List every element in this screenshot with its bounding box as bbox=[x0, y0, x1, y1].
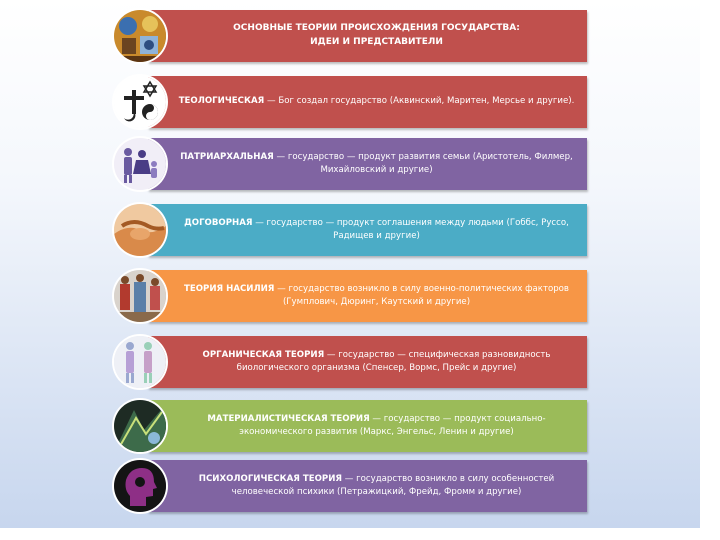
theory-row-patriarchal bbox=[112, 138, 587, 190]
header-title: ОСНОВНЫЕ ТЕОРИИ ПРОИСХОЖДЕНИЯ ГОСУДАРСТВА: bbox=[233, 23, 520, 34]
theory-name: ДОГОВОРНАЯ bbox=[184, 217, 253, 228]
theory-description: — государство — продукт социально-экономического развития (Маркс, Энгельс, Ленин и другие) bbox=[239, 413, 546, 437]
head-silhouette-icon bbox=[114, 460, 166, 512]
theory-row-violence bbox=[112, 270, 587, 322]
theory-row-contract bbox=[112, 204, 587, 256]
header-bar bbox=[148, 10, 587, 62]
header-row bbox=[112, 10, 587, 62]
theory-row-materialist bbox=[112, 400, 587, 452]
religious-symbols-icon bbox=[114, 76, 166, 128]
theory-bar-theological bbox=[148, 76, 587, 128]
theory-description: — государство — продукт соглашения между людьми (Гоббс, Руссо, Радищев и другие) bbox=[252, 217, 569, 241]
warriors-icon bbox=[114, 270, 166, 322]
theory-name: ПАТРИАРХАЛЬНАЯ bbox=[180, 151, 274, 162]
human-body-icon bbox=[114, 336, 166, 388]
theory-row-psychological bbox=[112, 460, 587, 512]
theory-description: — государство возникло в силу военно-политических факторов (Гумплович, Дюринг, Каутский и другие) bbox=[274, 283, 569, 307]
handshake-icon bbox=[114, 204, 166, 256]
theory-name: ОРГАНИЧЕСКАЯ ТЕОРИЯ bbox=[202, 349, 325, 360]
theory-row-organic bbox=[112, 336, 587, 388]
theory-bar-contract bbox=[148, 204, 587, 256]
family-icon bbox=[114, 138, 166, 190]
theory-bar-psychological bbox=[148, 460, 587, 512]
theory-description: — государство — специфическая разновидность биологического организма (Спенсер, Вормс, Прейс и другие) bbox=[236, 349, 551, 373]
economy-icon bbox=[114, 400, 166, 452]
header-subtitle: ИДЕИ И ПРЕДСТАВИТЕЛИ bbox=[310, 37, 443, 47]
theory-description: — Бог создал государство (Аквинский, Маритен, Мерсье и другие). bbox=[264, 96, 575, 107]
theory-bar-patriarchal bbox=[148, 138, 587, 190]
world-collage-icon bbox=[114, 10, 166, 62]
theory-name: ТЕОЛОГИЧЕСКАЯ bbox=[178, 96, 265, 107]
theory-bar-organic bbox=[148, 336, 587, 388]
theory-description: — государство — продукт развития семьи (Аристотель, Филмер, Михайловский и другие) bbox=[273, 151, 573, 175]
theory-bar-violence bbox=[148, 270, 587, 322]
theory-name: МАТЕРИАЛИСТИЧЕСКАЯ ТЕОРИЯ bbox=[207, 413, 370, 424]
theory-row-theological bbox=[112, 76, 587, 128]
theory-description: — государство возникло в силу особенностей человеческой психики (Петражицкий, Фрейд, Фромм и другие) bbox=[231, 473, 555, 497]
theory-name: ПСИХОЛОГИЧЕСКАЯ ТЕОРИЯ bbox=[198, 473, 343, 484]
theory-bar-materialist bbox=[148, 400, 587, 452]
theory-name: ТЕОРИЯ НАСИЛИЯ bbox=[184, 283, 275, 294]
